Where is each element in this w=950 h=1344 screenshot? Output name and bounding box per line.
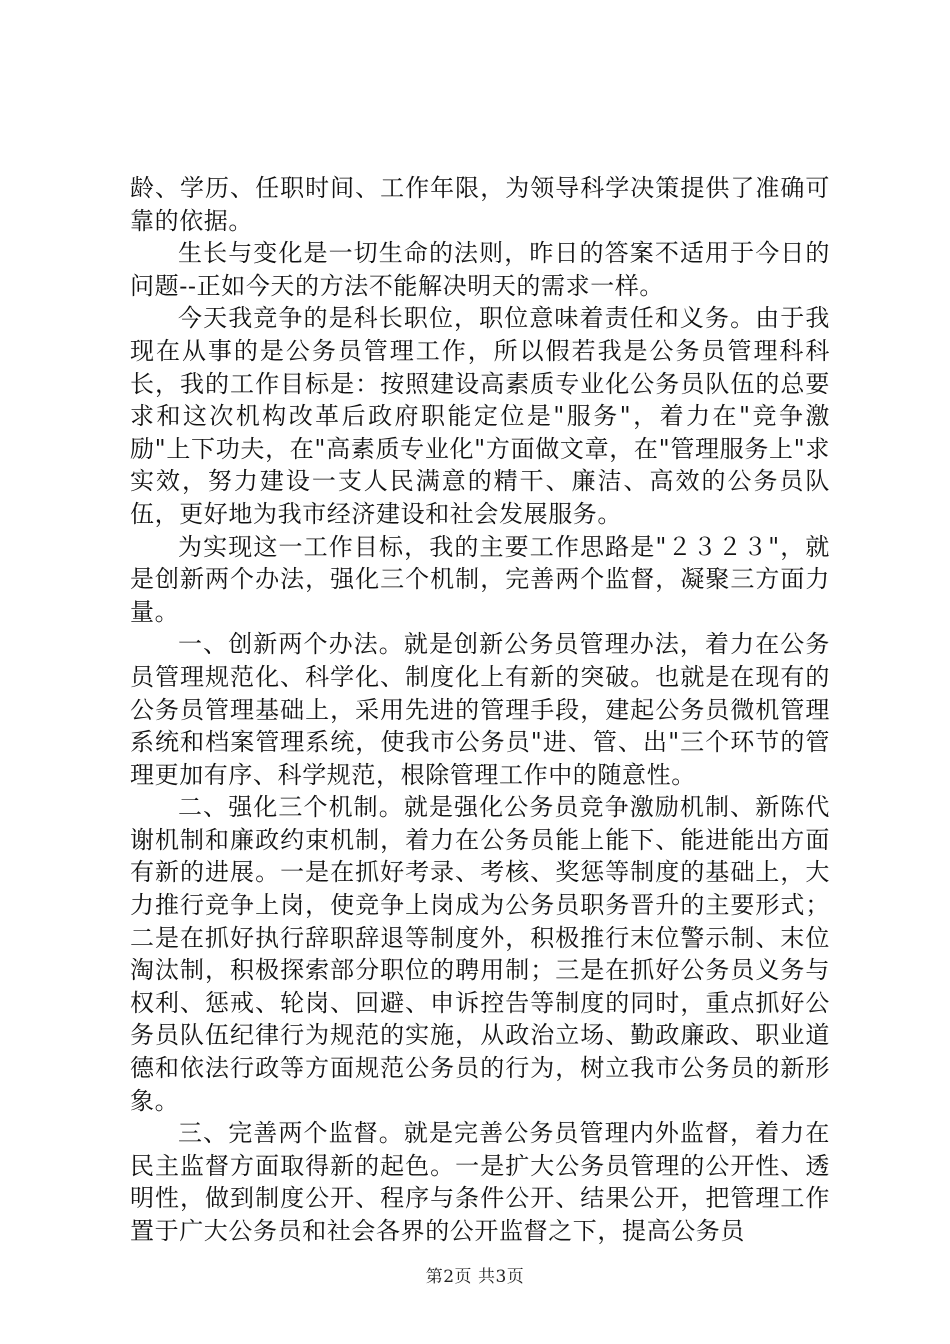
paragraph-work-goal: 今天我竞争的是科长职位，职位意味着责任和义务。由于我现在从事的是公务员管理工作，所以假若我是公务员管理科科长，我的工作目标是：按照建设高素质专业化公务员队伍的总要求和这次机构改革后政府职能定位是"服务"，着力在"竞争激励"上下功夫，在"高素质专业化"方面做文章，在"管理服务上"求实效，努力建设一支人民满意的精干、廉洁、高效的公务员队伍，更好地为我市经济建设和社会发展服务。 xyxy=(130,304,830,528)
paragraph-work-approach: 为实现这一工作目标，我的主要工作思路是"２３２３"，就是创新两个办法，强化三个机制，完善两个监督，凝聚三方面力量。 xyxy=(130,532,830,626)
paragraph-continuation: 龄、学历、任职时间、工作年限，为领导科学决策提供了准确可靠的依据。 xyxy=(130,174,830,235)
paragraph-growth-change: 生长与变化是一切生命的法则，昨日的答案不适用于今日的问题--正如今天的方法不能解决明天的需求一样。 xyxy=(130,239,830,300)
page-number-footer: 第2页 共3页 xyxy=(425,1267,525,1287)
document-body xyxy=(130,172,830,1248)
paragraph-section-one: 一、创新两个办法。就是创新公务员管理办法，着力在公务员管理规范化、科学化、制度化上有新的突破。也就是在现有的公务员管理基础上，采用先进的管理手段，建起公务员微机管理系统和档案管理系统，使我市公务员"进、管、出"三个环节的管理更加有序、科学规范，根除管理工作中的随意性。 xyxy=(130,630,830,789)
paragraph-section-three: 三、完善两个监督。就是完善公务员管理内外监督，着力在民主监督方面取得新的起色。一是扩大公务员管理的公开性、透明性，做到制度公开、程序与条件公开、结果公开，把管理工作置于广大公务员和社会各界的公开监督之下，提高公务员 xyxy=(130,1119,830,1245)
paragraph-section-two: 二、强化三个机制。就是强化公务员竞争激励机制、新陈代谢机制和廉政约束机制，着力在公务员能上能下、能进能出方面有新的进展。一是在抓好考录、考核、奖惩等制度的基础上，大力推行竞争上岗，使竞争上岗成为公务员职务晋升的主要形式；二是在抓好执行辞职辞退等制度外，积极推行末位警示制、末位淘汰制，积极探索部分职位的聘用制；三是在抓好公务员义务与权利、惩戒、轮岗、回避、申诉控告等制度的同时，重点抓好公务员队伍纪律行为规范的实施，从政治立场、勤政廉政、职业道德和依法行政等方面规范公务员的行为，树立我市公务员的新形象。 xyxy=(130,793,830,1115)
